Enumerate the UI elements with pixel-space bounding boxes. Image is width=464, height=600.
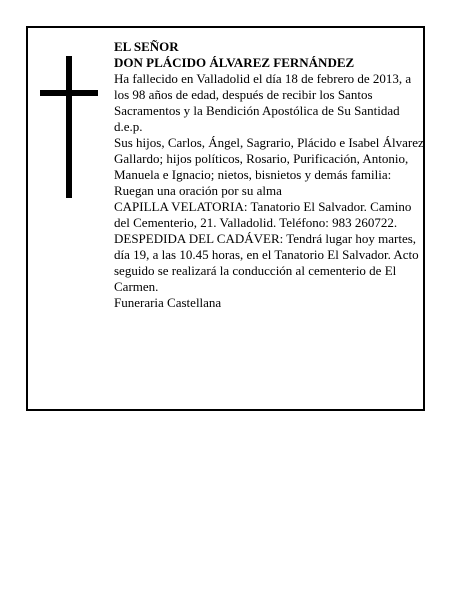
farewell-info: DESPEDIDA DEL CADÁVER: Tendrá lugar hoy martes, día 19, a las 10.45 horas, en el Tanatorio El Salvador. Acto seguido se realizará la conducción al cementerio de El Carmen.	[114, 231, 419, 294]
chapel-info: CAPILLA VELATORIA: Tanatorio El Salvador. Camino del Cementerio, 21. Valladolid. Teléfono: 983 260722.	[114, 199, 412, 230]
obituary-notice	[26, 26, 425, 411]
cross-vertical-bar	[66, 56, 72, 198]
prayer-request: Ruegan una oración por su alma	[114, 183, 282, 198]
title-line-1: EL SEÑOR	[114, 39, 179, 54]
funeral-home: Funeraria Castellana	[114, 295, 222, 310]
death-statement: Ha fallecido en Valladolid el día 18 de febrero de 2013, a los 98 años de edad, después de recibir los Santos Sacramentos y la Bendición Apostólica de Su Santidad d.e.p.	[114, 71, 412, 134]
notice-text-block	[114, 39, 424, 311]
family-list: Sus hijos, Carlos, Ángel, Sagrario, Plácido e Isabel Álvarez Gallardo; hijos políticos, Rosario, Purificación, Antonio, Manuela e Ignacio; nietos, bisnietos y demás familia:	[114, 135, 424, 182]
deceased-name: DON PLÁCIDO ÁLVAREZ FERNÁNDEZ	[114, 55, 355, 70]
cross-horizontal-bar	[40, 90, 98, 96]
cross-icon	[40, 56, 98, 198]
